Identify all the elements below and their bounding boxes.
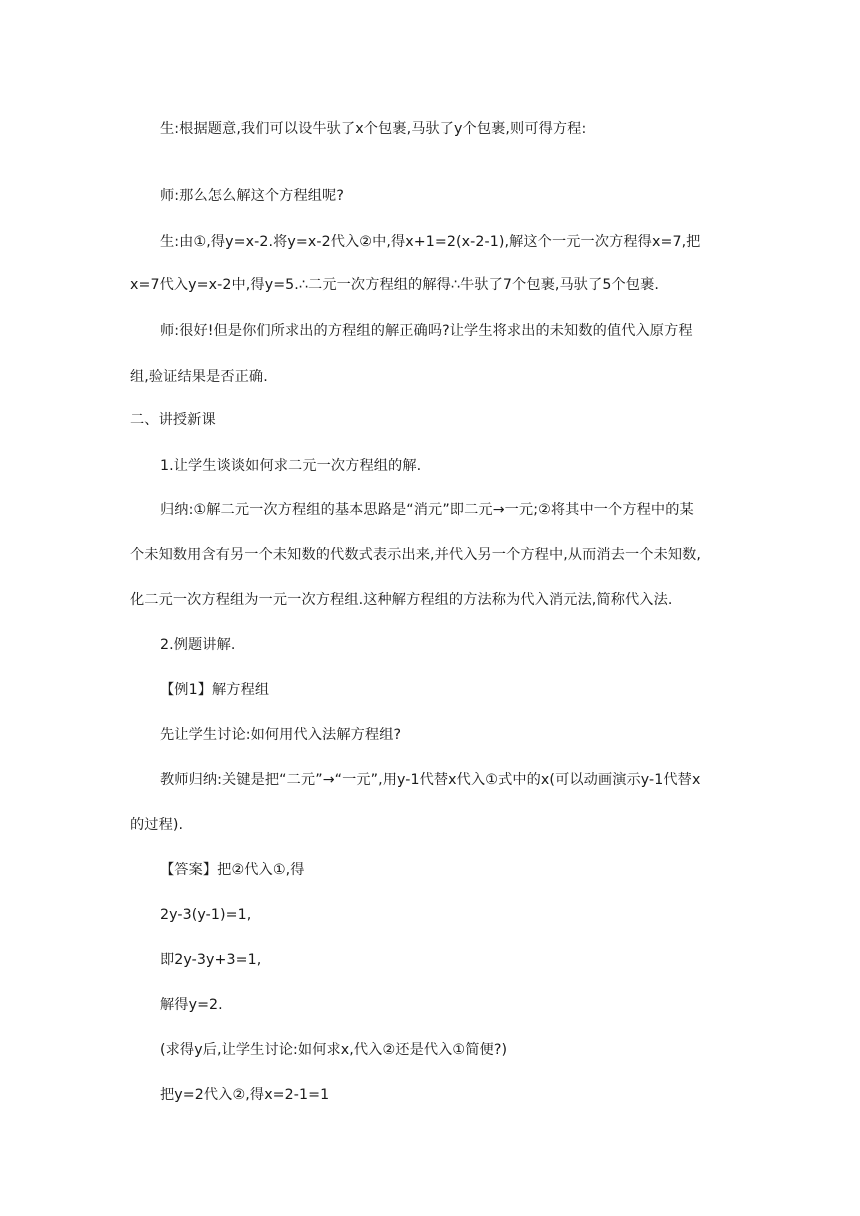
equation-step-3: 解得y=2. [160, 997, 223, 1013]
paragraph-teacher-conclusion: 教师归纳:关键是把“二元”→“一元”,用y-1代替x代入①式中的x(可以动画演示y-1代替x [160, 772, 701, 788]
paragraph-discussion-prompt: 先让学生讨论:如何用代入法解方程组? [160, 727, 402, 743]
paragraph-summary: 归纳:①解二元一次方程组的基本思路是“消元”即二元→一元;②将其中一个方程中的某 [160, 502, 694, 518]
example-1-heading: 【例1】解方程组 [160, 682, 270, 698]
paragraph-teacher-verify-cont: 组,验证结果是否正确. [130, 369, 268, 385]
paragraph-student-setup: 生:根据题意,我们可以设牛驮了x个包裹,马驮了y个包裹,则可得方程: [160, 121, 587, 137]
section-heading-new-lesson: 二、讲授新课 [130, 412, 216, 428]
paragraph-student-solution-cont: x=7代入y=x-2中,得y=5.∴二元一次方程组的解得∴牛驮了7个包裹,马驮了5个包裹. [130, 277, 659, 293]
paragraph-summary-cont-2: 化二元一次方程组为一元一次方程组.这种解方程组的方法称为代入消元法,简称代入法. [130, 592, 673, 608]
paragraph-summary-cont-1: 个未知数用含有另一个未知数的代数式表示出来,并代入另一个方程中,从而消去一个未知数, [130, 547, 702, 563]
equation-step-4: 把y=2代入②,得x=2-1=1 [160, 1087, 330, 1103]
list-item-discuss-solution: 1.让学生谈谈如何求二元一次方程组的解. [160, 458, 422, 474]
equation-step-1: 2y-3(y-1)=1, [160, 907, 252, 923]
paragraph-teacher-verify: 师:很好!但是你们所求出的方程组的解正确吗?让学生将求出的未知数的值代入原方程 [160, 323, 693, 339]
paragraph-discussion-note: (求得y后,让学生讨论:如何求x,代入②还是代入①简便?) [160, 1042, 508, 1058]
paragraph-teacher-conclusion-cont: 的过程). [130, 817, 184, 833]
paragraph-teacher-question: 师:那么怎么解这个方程组呢? [160, 188, 344, 204]
list-item-example-explanation: 2.例题讲解. [160, 637, 236, 653]
paragraph-student-solution: 生:由①,得y=x-2.将y=x-2代入②中,得x+1=2(x-2-1),解这个一元一次方程得x=7,把 [160, 234, 701, 250]
equation-step-2: 即2y-3y+3=1, [160, 952, 262, 968]
answer-heading: 【答案】把②代入①,得 [160, 862, 305, 878]
